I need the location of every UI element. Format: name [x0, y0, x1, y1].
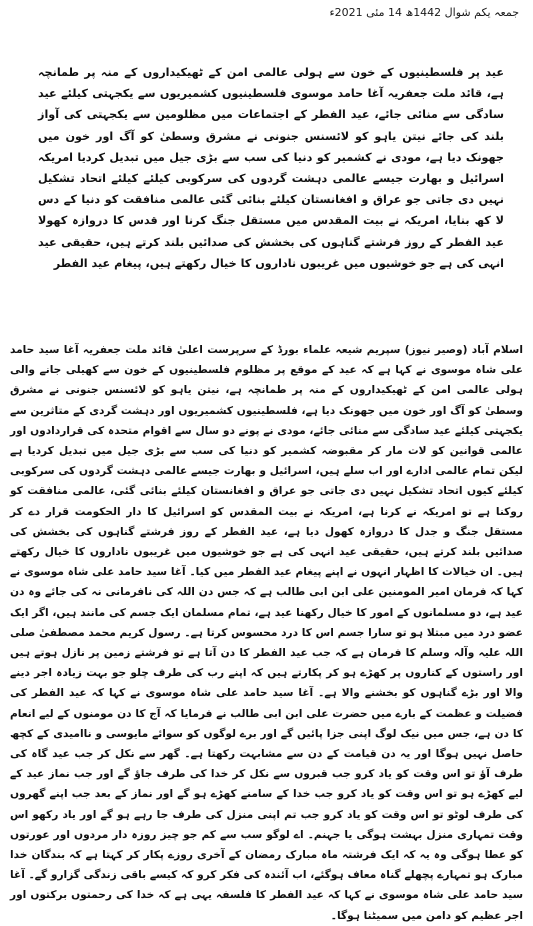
article-paragraph [10, 340, 523, 926]
article-agency: (وصیر نیوز) [404, 344, 468, 356]
article-body [10, 340, 523, 926]
headline-text: عید پر فلسطینیوں کے خون سے ہولی عالمی امن کے ٹھیکیداروں کے منہ پر طمانچہ ہے، قائد ملت جعفریہ آغا حامد موسوی فلسطینیوں کشمیریوں سے یکجہتی کیلئے عید سادگی سے منائی جائے، عید الفطر کے اجتماعات میں مظلومین سے یکجہتی کی آواز بلند کی جائے نیتن یاہو کو لائسنس جنونی نے مشرق وسطیٰ کو آگ اور خون میں جھونک دیا ہے، مودی نے کشمیر کو دنیا کی سب سے بڑی جیل میں تبدیل کردیا امریکہ اسرائیل و بھارت جیسے عالمی دہشت گردوں کی سرکوبی کیلئے کیلئے اتحاد تشکیل نہیں دی جاتی جو عراق و افغانستان کیلئے بنائی گئی عالمی منافقت کو دنیا کے دس لا کھ بنایا، امریکہ نے بیت المقدس میں مستقل جنگ کرنا اور قدس کا دروازہ کھولا عید الفطر کے روز فرشتے گناہوں کی بخشش کی صدائیں بلند کرتے ہیں، حقیقی عید انہی کی ہے جو خوشیوں میں غریبوں ناداروں کا خیال رکھتے ہیں، پیغام عید الفطر [38, 66, 504, 270]
dateline: جمعہ یکم شوال 1442ھ 14 مئی 2021ء [329, 6, 519, 19]
headline-block [38, 62, 504, 274]
article-text: سپریم شیعہ علماء بورڈ کے سرپرست اعلیٰ قائد ملت جعفریہ آغا سید حامد علی شاہ موسوی نے کہا ہے کہ عید کے موقع پر مظلوم فلسطینیوں کے خون سے کھیلی جانے والی ہولی عالمی امن کے ٹھیکیداروں کے منہ پر طمانچہ ہے، نیتن یاہو کو لائسنس جنونی نے مشرق وسطیٰ کو آگ اور خون میں جھونک دیا ہے، فلسطینیوں کشمیریوں اور دہشت گردی کے متاثرین سے یکجہتی کیلئے عید سادگی سے منائی جائے، مودی نے پونے دو سال سے اقوام متحدہ کی قراردادوں اور عالمی قوانین کو لات مار کر مقبوضہ کشمیر کو دنیا کی سب سے بڑی جیل میں تبدیل کردیا ہے لیکن تمام عالمی ادارے اور اب سلے ہیں، اسرائیل و بھارت جیسے عالمی دہشت گردوں کی سرکوبی کیلئے کیوں اتحاد تشکیل نہیں دی جاتی جو عراق و افغانستان کیلئے بنائی گئی، عالمی منافقت کو روکنا ہے تو امریکہ نے کرنا ہے، امریکہ نے بیت المقدس کو اسرائیل کا دار الحکومت قرار دے کر مستقل جنگ و جدل کا دروازہ کھول دیا ہے، عید الفطر کے روز فرشتے گناہوں کی بخشش کی صدائیں بلند کرتے ہیں، حقیقی عید انہی کی ہے جو خوشیوں میں غریبوں ناداروں کا خیال رکھتے ہیں۔ ان خیالات کا اظہار انہوں نے اپنے پیغام عید الفطر میں کیا۔ آغا سید حامد علی شاہ موسوی نے کہا کہ فرمان امیر المومنین علی ابن ابی طالب ہے کہ جس دن اللہ کی نافرمانی نہ کی جائے وہ دن عید ہے، دو مسلمانوں کے امور کا خیال رکھنا عید ہے، تمام مسلمان ایک جسم کی مانند ہیں، اگر ایک عضو درد میں مبتلا ہو تو سارا جسم اس کا درد محسوس کرتا ہے۔ رسول کریم محمد مصطفیٰ صلی اللہ علیہ وآلہ وسلم کا فرمان ہے کہ جب عید الفطر کا دن آتا ہے تو فرشتے زمین پر نازل ہوتے ہیں اور راستوں کے کناروں پر کھڑے ہو کر پکارتے ہیں کہ اپنے رب کی طرف چلو جو بہت زیادہ اجر دینے والا اور بڑے گناہوں کو بخشنے والا ہے۔ آغا سید حامد علی شاہ موسوی نے کہا کہ عید الفطر کی فضیلت و عظمت کے بارے میں حضرت علی ابن ابی طالب نے فرمایا کہ آج کا دن مومنوں کے لیے انعام کا دن ہے، جس میں نیک لوگ اپنی جزا پائیں گے اور برے لوگوں کو سوائے مایوسی و ناامیدی کے کچھ حاصل نہیں ہوگا اور یہ دن قیامت کے دن سے مشابہت رکھتا ہے۔ گھر سے نکل کر جب عید گاہ کی طرف آؤ تو اس وقت کو یاد کرو جب قبروں سے نکل کر خدا کی طرف جاؤ گے اور جب نماز عید کے لیے کھڑے ہو تو اس وقت کو یاد کرو جب خدا کے سامنے کھڑے ہو گے اور نماز کے بعد جب اپنے گھروں کی طرف لوٹو تو اس وقت کو یاد کرو جب تم اپنی منزل کی طرف جا رہے ہو گے اور یاد رکھو اس وقت تمہاری منزل بہشت ہوگی یا جہنم۔ اے لوگو سب سے کم جو چیز روزہ دار مردوں اور عورتوں کو عطا ہوگی وہ یہ کہ ایک فرشتہ ماہ مبارک رمضان کے آخری روزے پکار کر کہتا ہے کہ بندگان خدا مبارک ہو تمہارے پچھلے گناہ معاف ہوگئے، اب آئندہ کی فکر کرو کہ کیسے باقی زندگی گزارو گے۔ آغا سید حامد علی شاہ موسوی نے کہا کہ عید الفطر کا فلسفہ یہی ہے کہ خدا کی رحمتوں برکتوں اور اجر عظیم کو دامن میں سمیٹنا ہوگا۔ [10, 344, 523, 922]
article-place: اسلام آباد [471, 344, 523, 356]
